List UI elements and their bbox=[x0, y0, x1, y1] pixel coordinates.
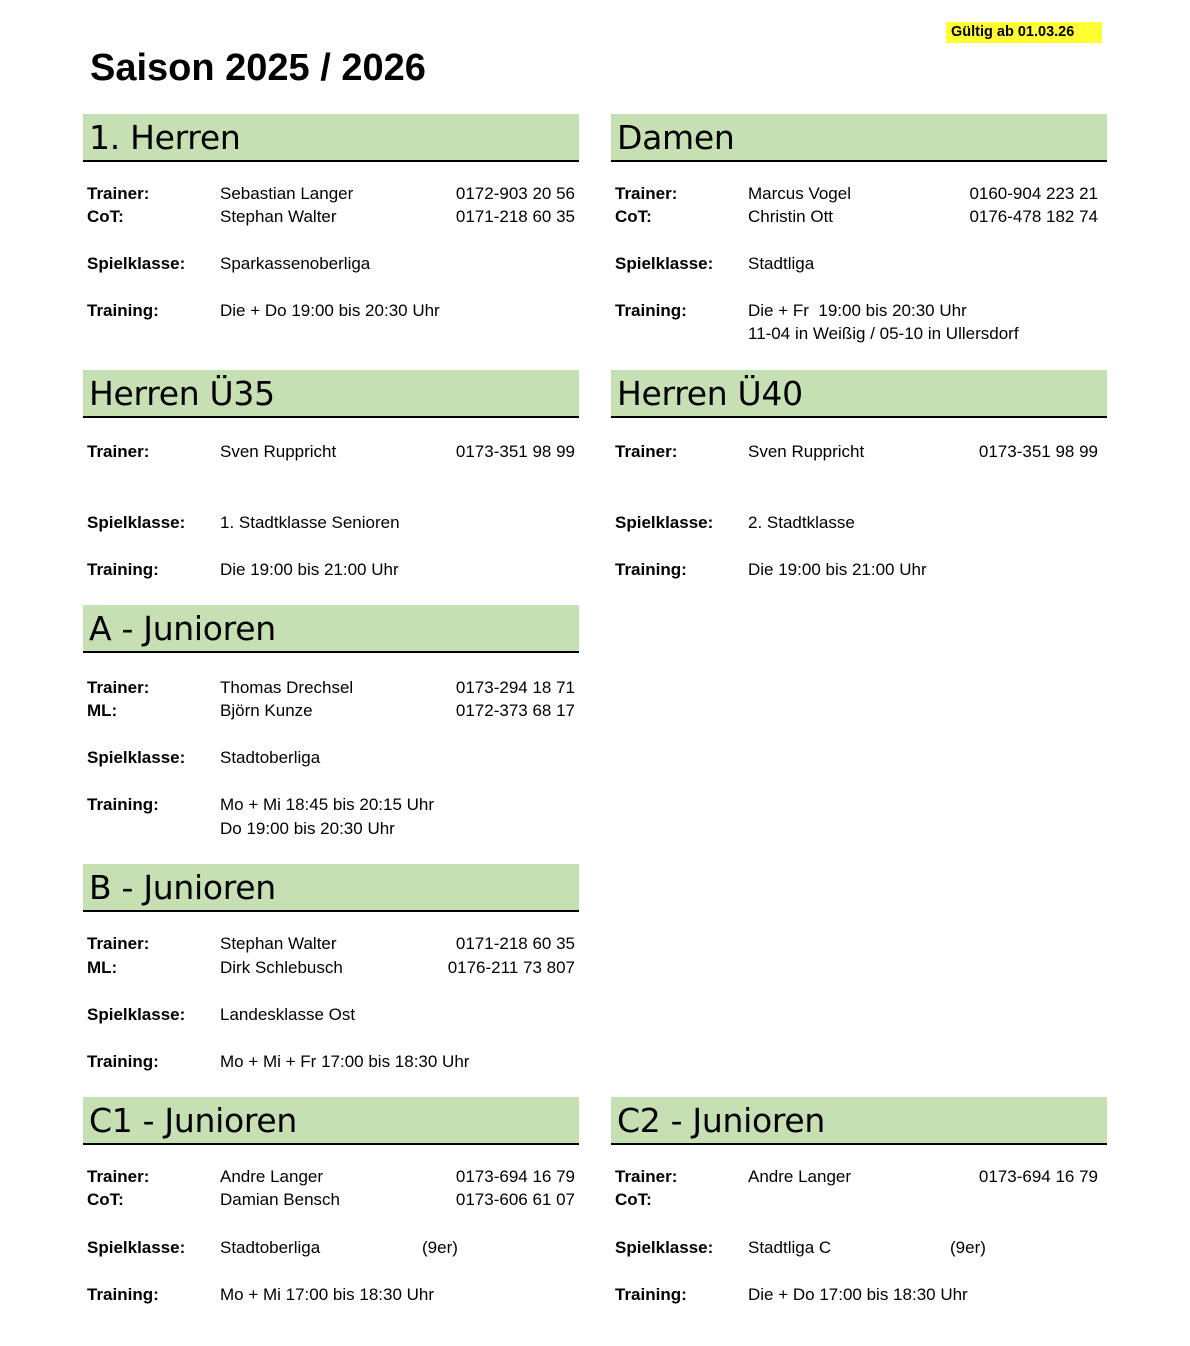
cot-phone: 0173-606 61 07 bbox=[455, 1190, 575, 1209]
trainer-label: Trainer: bbox=[87, 184, 150, 203]
trainer-name: Stephan Walter bbox=[220, 934, 337, 953]
training-time: Mo + Mi + Fr 17:00 bis 18:30 Uhr bbox=[220, 1052, 470, 1071]
team-name: C2 - Junioren bbox=[617, 1101, 826, 1140]
section-header-c2-junioren bbox=[611, 1097, 1107, 1145]
cot-label: CoT: bbox=[87, 207, 124, 226]
ml-label: ML: bbox=[87, 701, 118, 720]
team-name: 1. Herren bbox=[89, 118, 241, 157]
trainer-phone: 0173-694 16 79 bbox=[455, 1167, 575, 1186]
training-time: Die 19:00 bis 21:00 Uhr bbox=[220, 560, 399, 579]
league-label: Spielklasse: bbox=[615, 513, 714, 532]
cot-name: Stephan Walter bbox=[220, 207, 337, 226]
trainer-phone: 0171-218 60 35 bbox=[455, 934, 575, 953]
ml-phone: 0176-211 73 807 bbox=[447, 958, 575, 977]
section-header-herren-ue40 bbox=[611, 370, 1107, 418]
league-label: Spielklasse: bbox=[87, 1005, 186, 1024]
league-label: Spielklasse: bbox=[87, 1238, 186, 1257]
training-time: Die 19:00 bis 21:00 Uhr bbox=[748, 560, 927, 579]
training-location: 11-04 in Weißig / 05-10 in Ullersdorf bbox=[748, 324, 1019, 343]
league-value: Stadtoberliga bbox=[220, 748, 321, 767]
training-label: Training: bbox=[615, 1285, 687, 1304]
section-header-damen bbox=[611, 114, 1107, 162]
team-name: A - Junioren bbox=[89, 609, 276, 648]
cot-label: CoT: bbox=[615, 1190, 652, 1209]
trainer-label: Trainer: bbox=[87, 1167, 150, 1186]
training-time: Die + Fr 19:00 bis 20:30 Uhr bbox=[748, 301, 967, 320]
league-value: Stadtliga bbox=[748, 254, 815, 273]
ml-name: Dirk Schlebusch bbox=[220, 958, 343, 977]
trainer-phone: 0173-694 16 79 bbox=[978, 1167, 1098, 1186]
trainer-name: Sebastian Langer bbox=[220, 184, 354, 203]
cot-phone: 0171-218 60 35 bbox=[455, 207, 575, 226]
training-label: Training: bbox=[615, 560, 687, 579]
trainer-label: Trainer: bbox=[87, 678, 150, 697]
ml-label: ML: bbox=[87, 958, 118, 977]
league-note: (9er) bbox=[950, 1238, 986, 1257]
cot-label: CoT: bbox=[87, 1190, 124, 1209]
team-name: Damen bbox=[617, 118, 735, 157]
league-label: Spielklasse: bbox=[87, 254, 186, 273]
ml-phone: 0172-373 68 17 bbox=[455, 701, 575, 720]
cot-name: Christin Ott bbox=[748, 207, 834, 226]
section-header-c1-junioren bbox=[83, 1097, 579, 1145]
trainer-name: Sven Ruppricht bbox=[220, 442, 337, 461]
league-value: 2. Stadtklasse bbox=[748, 513, 855, 532]
league-value: Stadtoberliga bbox=[220, 1238, 321, 1257]
training-time: Mo + Mi 18:45 bis 20:15 Uhr bbox=[220, 795, 435, 814]
cot-label: CoT: bbox=[615, 207, 652, 226]
page-title: Saison 2025 / 2026 bbox=[90, 47, 426, 89]
training-label: Training: bbox=[87, 795, 159, 814]
section-header-b-junioren bbox=[83, 864, 579, 912]
section-header-herren-ue35 bbox=[83, 370, 579, 418]
trainer-phone: 0173-351 98 99 bbox=[978, 442, 1098, 461]
league-value: 1. Stadtklasse Senioren bbox=[220, 513, 400, 532]
trainer-name: Thomas Drechsel bbox=[220, 678, 354, 697]
trainer-phone: 0160-904 223 21 bbox=[969, 184, 1098, 203]
valid-from-badge: Gültig ab 01.03.26 bbox=[946, 22, 1102, 43]
training-label: Training: bbox=[87, 301, 159, 320]
training-label: Training: bbox=[87, 1285, 159, 1304]
trainer-phone: 0173-294 18 71 bbox=[455, 678, 575, 697]
training-time: Mo + Mi 17:00 bis 18:30 Uhr bbox=[220, 1285, 435, 1304]
trainer-name: Andre Langer bbox=[220, 1167, 324, 1186]
trainer-label: Trainer: bbox=[87, 442, 150, 461]
team-name: C1 - Junioren bbox=[89, 1101, 298, 1140]
trainer-phone: 0173-351 98 99 bbox=[455, 442, 575, 461]
league-label: Spielklasse: bbox=[615, 1238, 714, 1257]
league-label: Spielklasse: bbox=[615, 254, 714, 273]
ml-name: Björn Kunze bbox=[220, 701, 313, 720]
trainer-label: Trainer: bbox=[87, 934, 150, 953]
cot-phone: 0176-478 182 74 bbox=[969, 207, 1098, 226]
training-time-2: Do 19:00 bis 20:30 Uhr bbox=[220, 819, 395, 838]
league-label: Spielklasse: bbox=[87, 748, 186, 767]
league-note: (9er) bbox=[422, 1238, 458, 1257]
section-header-a-junioren bbox=[83, 605, 579, 653]
cot-name: Damian Bensch bbox=[220, 1190, 341, 1209]
training-time: Die + Do 19:00 bis 20:30 Uhr bbox=[220, 301, 440, 320]
trainer-label: Trainer: bbox=[615, 442, 678, 461]
league-value: Stadtliga C bbox=[748, 1238, 832, 1257]
trainer-name: Marcus Vogel bbox=[748, 184, 851, 203]
trainer-label: Trainer: bbox=[615, 184, 678, 203]
team-name: Herren Ü35 bbox=[89, 374, 275, 413]
section-header-1-herren bbox=[83, 114, 579, 162]
team-name: B - Junioren bbox=[89, 868, 276, 907]
league-value: Sparkassenoberliga bbox=[220, 254, 371, 273]
trainer-name: Sven Ruppricht bbox=[748, 442, 865, 461]
trainer-phone: 0172-903 20 56 bbox=[455, 184, 575, 203]
training-time: Die + Do 17:00 bis 18:30 Uhr bbox=[748, 1285, 968, 1304]
trainer-label: Trainer: bbox=[615, 1167, 678, 1186]
team-name: Herren Ü40 bbox=[617, 374, 803, 413]
training-label: Training: bbox=[87, 1052, 159, 1071]
training-label: Training: bbox=[87, 560, 159, 579]
league-value: Landesklasse Ost bbox=[220, 1005, 356, 1024]
league-label: Spielklasse: bbox=[87, 513, 186, 532]
training-label: Training: bbox=[615, 301, 687, 320]
trainer-name: Andre Langer bbox=[748, 1167, 852, 1186]
